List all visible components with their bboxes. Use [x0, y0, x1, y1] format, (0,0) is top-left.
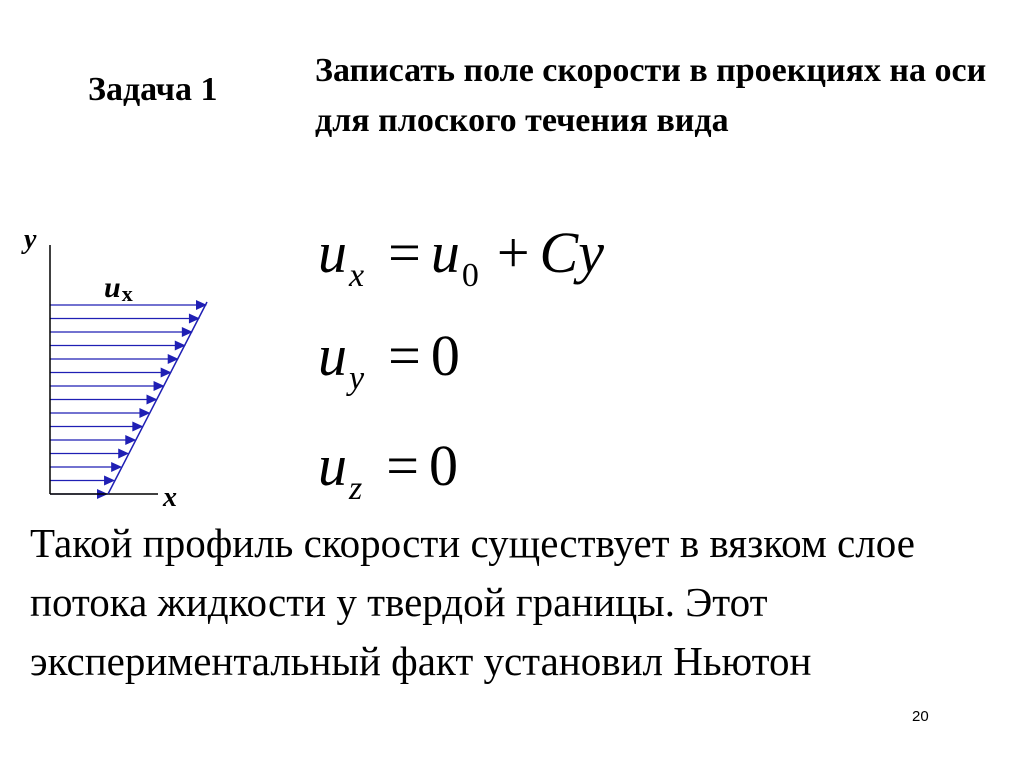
- task-label: Задача 1: [88, 71, 218, 108]
- uz-sub: z: [349, 470, 363, 507]
- uy-rhs: 0: [430, 323, 460, 388]
- y-axis-label: y: [24, 224, 37, 255]
- ux-rhs-cy: Cy: [539, 220, 604, 285]
- ux-rhs-u-sub: 0: [461, 257, 479, 294]
- profile-arrows: [50, 300, 207, 499]
- x-axis-label: x: [163, 482, 177, 513]
- equation-uy: [318, 323, 460, 397]
- uz-equals: =: [386, 433, 419, 498]
- ux-equals: =: [388, 220, 421, 285]
- page-number: 20: [912, 708, 929, 725]
- profile-label-sub: x: [121, 281, 133, 306]
- uy-sub: y: [349, 360, 365, 397]
- equation-uz: [318, 433, 458, 507]
- profile-line: [108, 302, 207, 494]
- body-paragraph: Такой профиль скорости существует в вязком слое потока жидкости у твердой границы. Этот экспериментальный факт установил Ньютон: [30, 520, 915, 684]
- ux-symbol: u: [318, 220, 347, 285]
- profile-label: [104, 271, 133, 306]
- task-statement: Записать поле скорости в проекциях на оси для плоского течения вида: [315, 52, 987, 139]
- ux-rhs-u: u: [430, 220, 460, 285]
- uy-symbol: u: [318, 323, 347, 388]
- equation-ux: [318, 220, 604, 294]
- profile-arrowhead: [147, 395, 158, 405]
- velocity-profile-diagram: [0, 0, 240, 520]
- uy-equals: =: [388, 323, 421, 388]
- profile-label-symbol: u: [104, 271, 121, 304]
- uz-symbol: u: [318, 433, 347, 498]
- uz-rhs: 0: [428, 433, 458, 498]
- ux-sub: x: [349, 257, 365, 294]
- ux-plus: +: [496, 220, 530, 285]
